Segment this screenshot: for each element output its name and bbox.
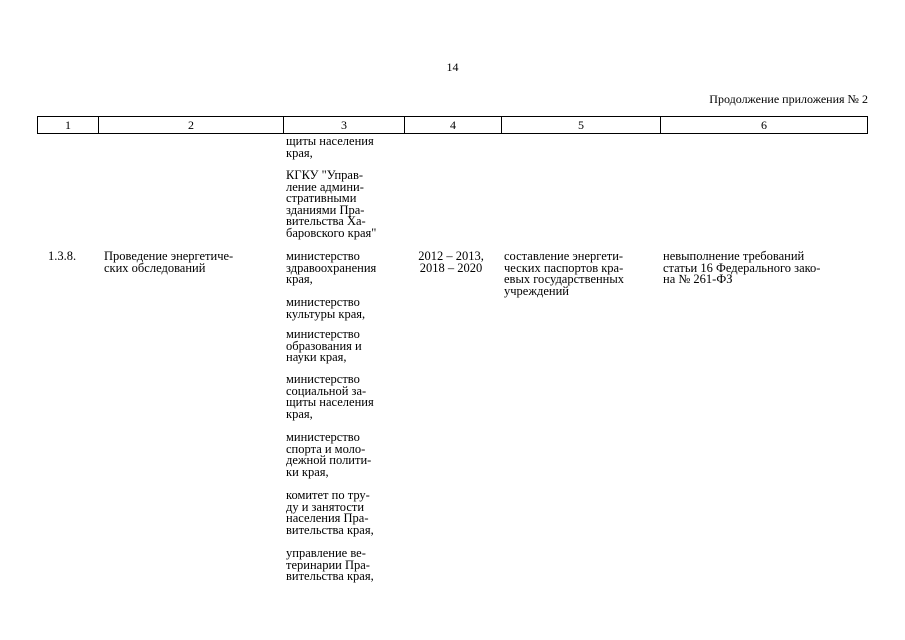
executor-item: министерство образования и науки края, <box>286 327 362 365</box>
header-col-3: 3 <box>284 117 405 134</box>
header-col-5: 5 <box>502 117 661 134</box>
row-period: 2012 – 2013, 2018 – 2020 <box>418 249 484 275</box>
header-col-2: 2 <box>99 117 284 134</box>
executor-item: министерство культуры края, <box>286 295 366 321</box>
executor-item: комитет по тру- ду и занятости населения Пра- вительства края, <box>286 488 374 537</box>
table-header <box>37 116 868 134</box>
row-consequence: невыполнение требований статьи 16 Федерального зако- на № 261-ФЗ <box>663 249 821 287</box>
executor-item: управление ве- теринарии Пра- вительства края, <box>286 546 374 584</box>
executor-item: министерство спорта и моло- дежной полити- ки края, <box>286 430 372 479</box>
continued-executor-kgku: КГКУ "Управ- ление админи- стративными зданиями Пра- вительства Ха- баровского края" <box>286 168 377 240</box>
header-col-4: 4 <box>405 117 502 134</box>
executor-item: министерство социальной за- щиты населения края, <box>286 372 374 421</box>
continued-executor-text: щиты населения края, <box>286 134 374 160</box>
row-result: составление энергети- ческих паспортов кра- евых государственных учреждений <box>504 249 625 298</box>
header-col-1: 1 <box>38 117 99 134</box>
executor-item: министерство здравоохранения края, <box>286 249 377 287</box>
row-number: 1.3.8. <box>48 249 77 263</box>
header-col-6: 6 <box>661 117 868 134</box>
row-measure: Проведение энергетиче- ских обследований <box>104 249 234 275</box>
page-number: 14 <box>446 60 459 74</box>
appendix-note: Продолжение приложения № 2 <box>709 92 868 106</box>
